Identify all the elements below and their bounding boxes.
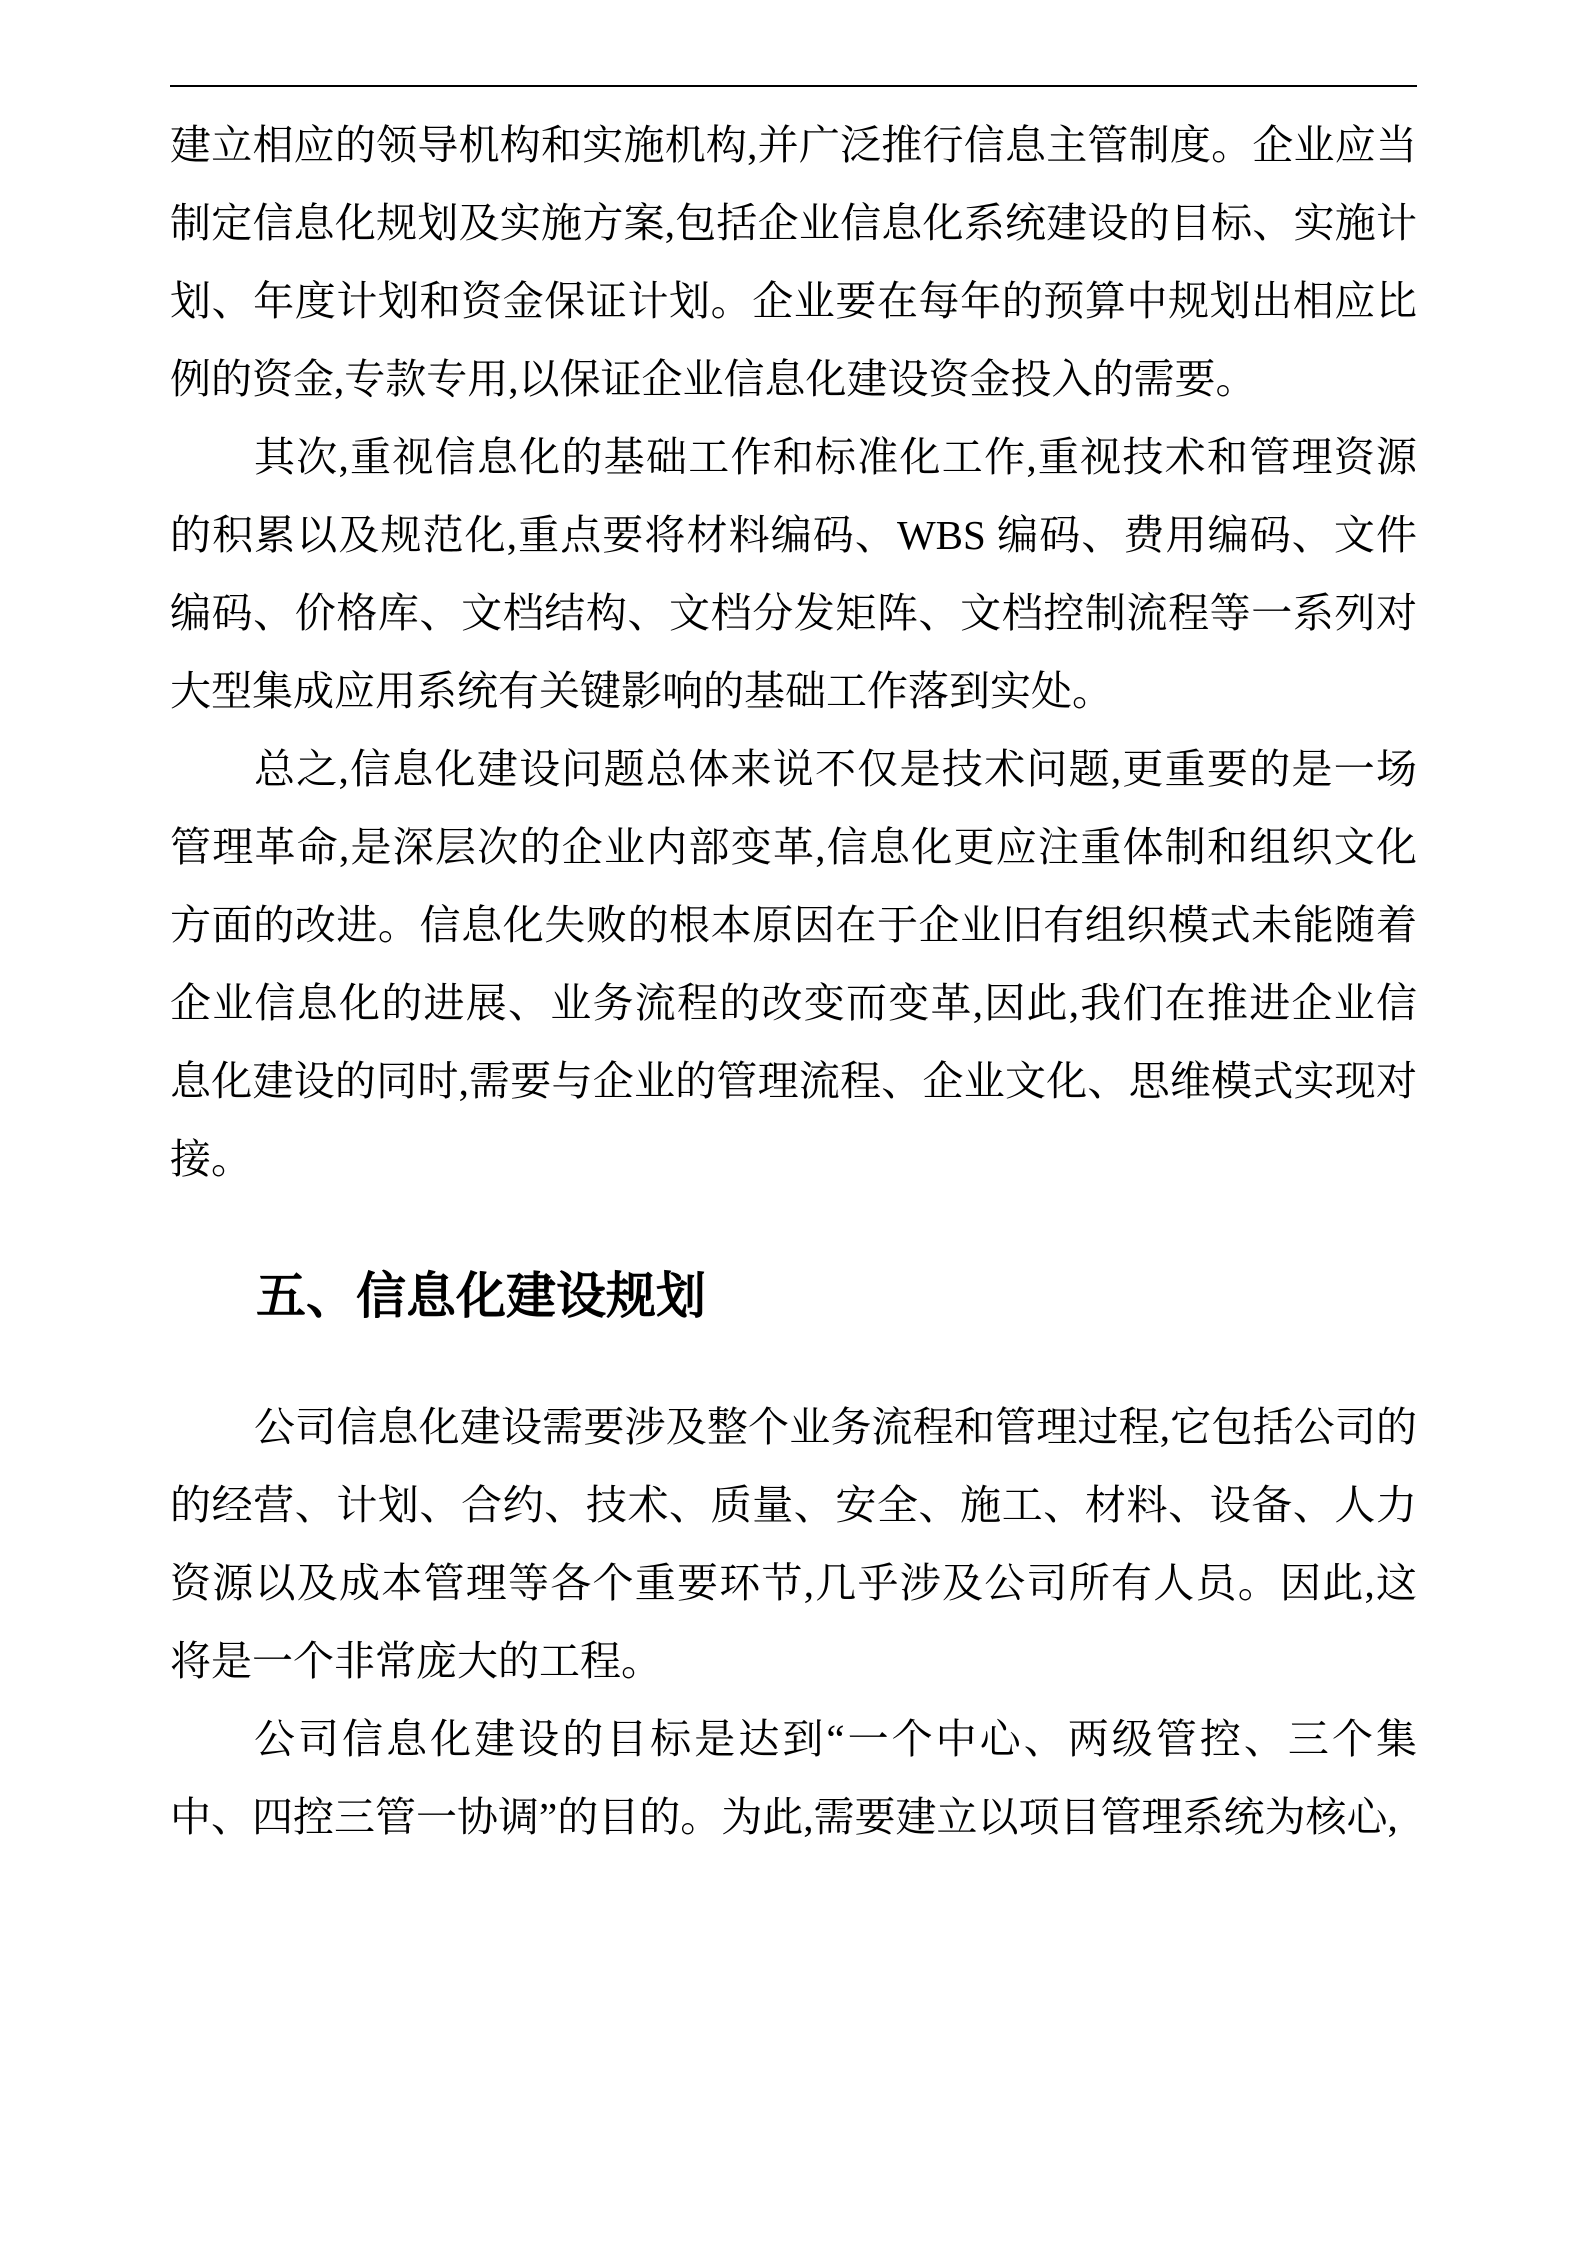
body-paragraph: 总之,信息化建设问题总体来说不仅是技术问题,更重要的是一场管理革命,是深层次的企业内部变革,信息化更应注重体制和组织文化方面的改进。信息化失败的根本原因在于企业旧有组织模式未能随着企业信息化的进展、业务流程的改变而变革,因此,我们在推进企业信息化建设的同时,需要与企业的管理流程、企业文化、思维模式实现对接。 xyxy=(170,746,1417,1182)
body-paragraph: 公司信息化建设需要涉及整个业务流程和管理过程,它包括公司的的经营、计划、合约、技术、质量、安全、施工、材料、设备、人力资源以及成本管理等各个重要环节,几乎涉及公司所有人员。因此,这将是一个非常庞大的工程。 xyxy=(170,1404,1417,1684)
page-body xyxy=(170,106,1417,1856)
section-heading: 五、信息化建设规划 xyxy=(256,1268,706,1324)
header-rule xyxy=(170,85,1417,87)
body-paragraph: 建立相应的领导机构和实施机构,并广泛推行信息主管制度。企业应当制定信息化规划及实施方案,包括企业信息化系统建设的目标、实施计划、年度计划和资金保证计划。企业要在每年的预算中规划出相应比例的资金,专款专用,以保证企业信息化建设资金投入的需要。 xyxy=(170,122,1417,402)
body-paragraph: 公司信息化建设的目标是达到“一个中心、两级管控、三个集中、四控三管一协调”的目的。为此,需要建立以项目管理系统为核心, xyxy=(170,1716,1417,1840)
body-paragraph: 其次,重视信息化的基础工作和标准化工作,重视技术和管理资源的积累以及规范化,重点要将材料编码、WBS 编码、费用编码、文件编码、价格库、文档结构、文档分发矩阵、文档控制流程等一系列对大型集成应用系统有关键影响的基础工作落到实处。 xyxy=(170,434,1417,714)
